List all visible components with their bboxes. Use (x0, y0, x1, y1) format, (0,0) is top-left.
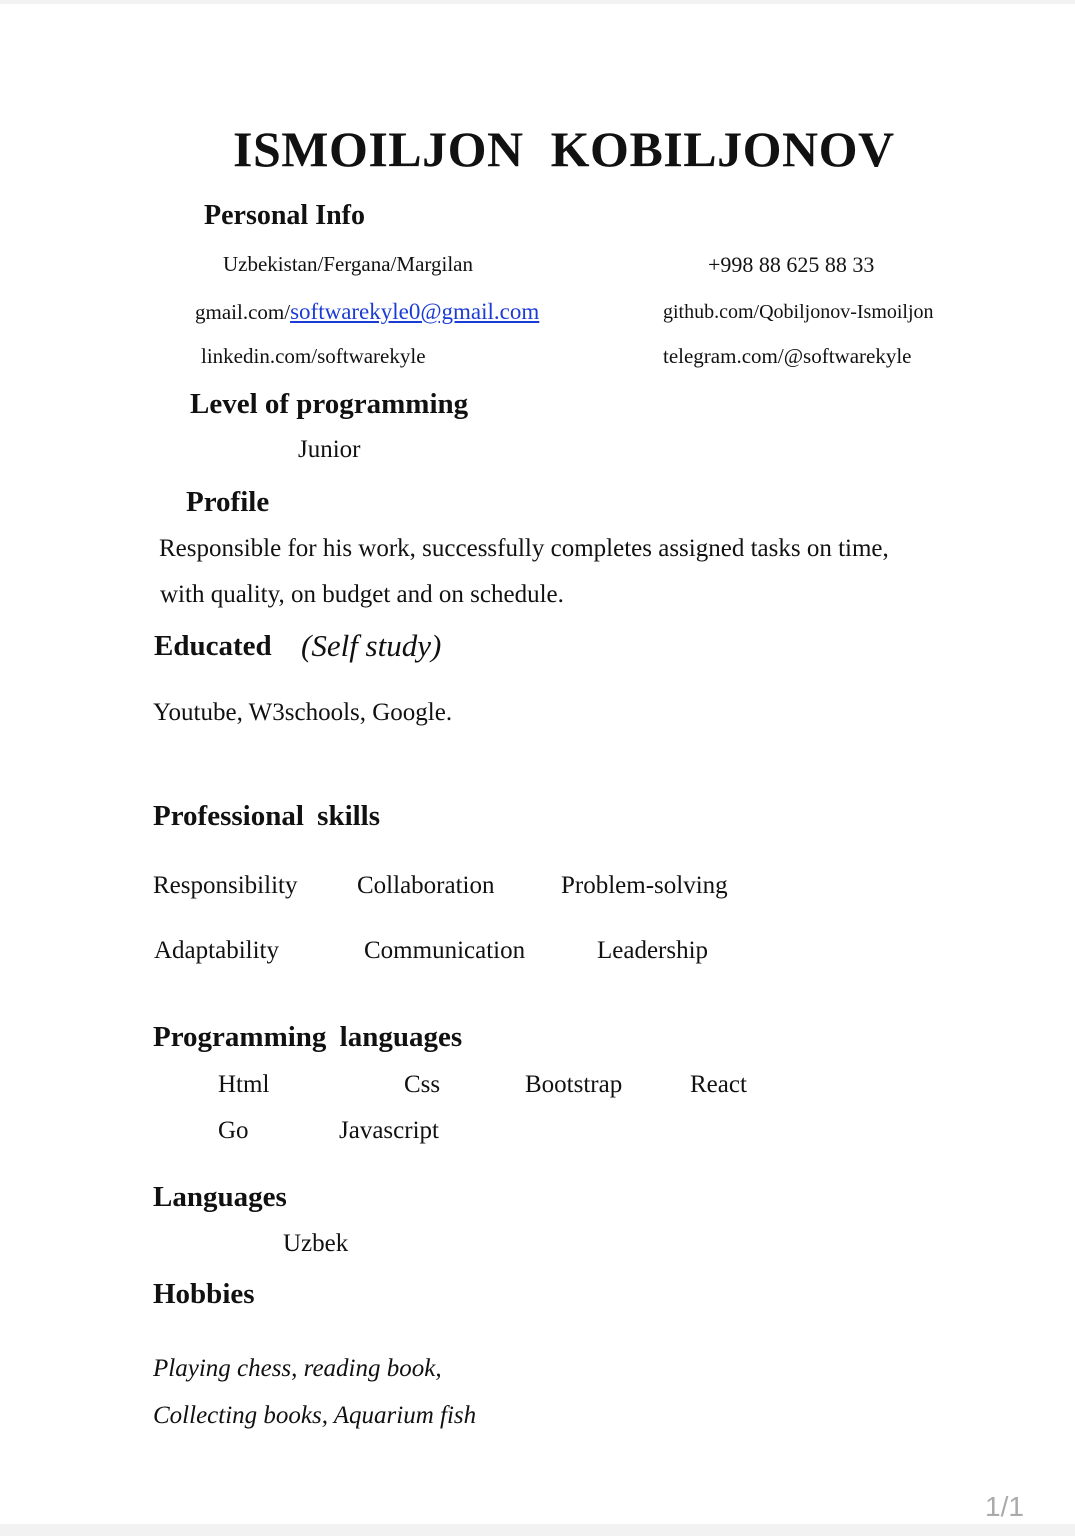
email-link[interactable]: softwarekyle0@gmail.com (290, 299, 540, 324)
personal-info-heading: Personal Info (204, 200, 365, 231)
resume-page (0, 4, 1075, 1524)
linkedin-text: linkedin.com/softwarekyle (201, 344, 426, 368)
programming-item: Go (218, 1117, 249, 1144)
location-text: Uzbekistan/Fergana/Margilan (223, 252, 473, 276)
hobbies-line-1: Playing chess, reading book, (153, 1355, 442, 1382)
education-heading: Educated (154, 630, 272, 662)
skill-item: Adaptability (154, 937, 279, 964)
programming-item: Html (218, 1071, 270, 1098)
language-item: Uzbek (283, 1230, 349, 1257)
programming-item: Css (404, 1071, 441, 1098)
profile-line-2: with quality, on budget and on schedule. (160, 581, 564, 608)
email-prefix: gmail.com/ (195, 300, 291, 324)
education-sources: Youtube, W3schools, Google. (153, 699, 453, 726)
languages-heading: Languages (153, 1181, 287, 1213)
hobbies-line-2: Collecting books, Aquarium fish (153, 1402, 477, 1429)
profile-heading: Profile (186, 486, 270, 518)
level-heading: Level of programming (190, 388, 469, 420)
education-note: (Self study) (301, 628, 442, 663)
programming-item: Javascript (339, 1117, 439, 1144)
hobbies-heading: Hobbies (153, 1278, 255, 1310)
skill-item: Problem-solving (561, 872, 728, 899)
programming-heading: Programming languages (153, 1021, 463, 1053)
skill-item: Collaboration (357, 872, 495, 899)
page-indicator: 1/1 (985, 1491, 1024, 1522)
profile-line-1: Responsible for his work, successfully completes assigned tasks on time, (159, 535, 889, 562)
resume-name: ISMOILJON KOBILJONOV (233, 121, 895, 177)
email-line (195, 299, 539, 325)
level-value: Junior (298, 436, 361, 463)
github-text: github.com/Qobiljonov-Ismoiljon (663, 301, 934, 323)
skill-item: Leadership (597, 937, 709, 964)
phone-text: +998 88 625 88 33 (708, 252, 875, 277)
programming-item: React (690, 1071, 747, 1098)
programming-item: Bootstrap (525, 1071, 623, 1098)
telegram-text: telegram.com/@softwarekyle (663, 344, 912, 368)
skill-item: Responsibility (153, 872, 298, 899)
skills-heading: Professional skills (153, 800, 381, 832)
skill-item: Communication (364, 937, 526, 964)
